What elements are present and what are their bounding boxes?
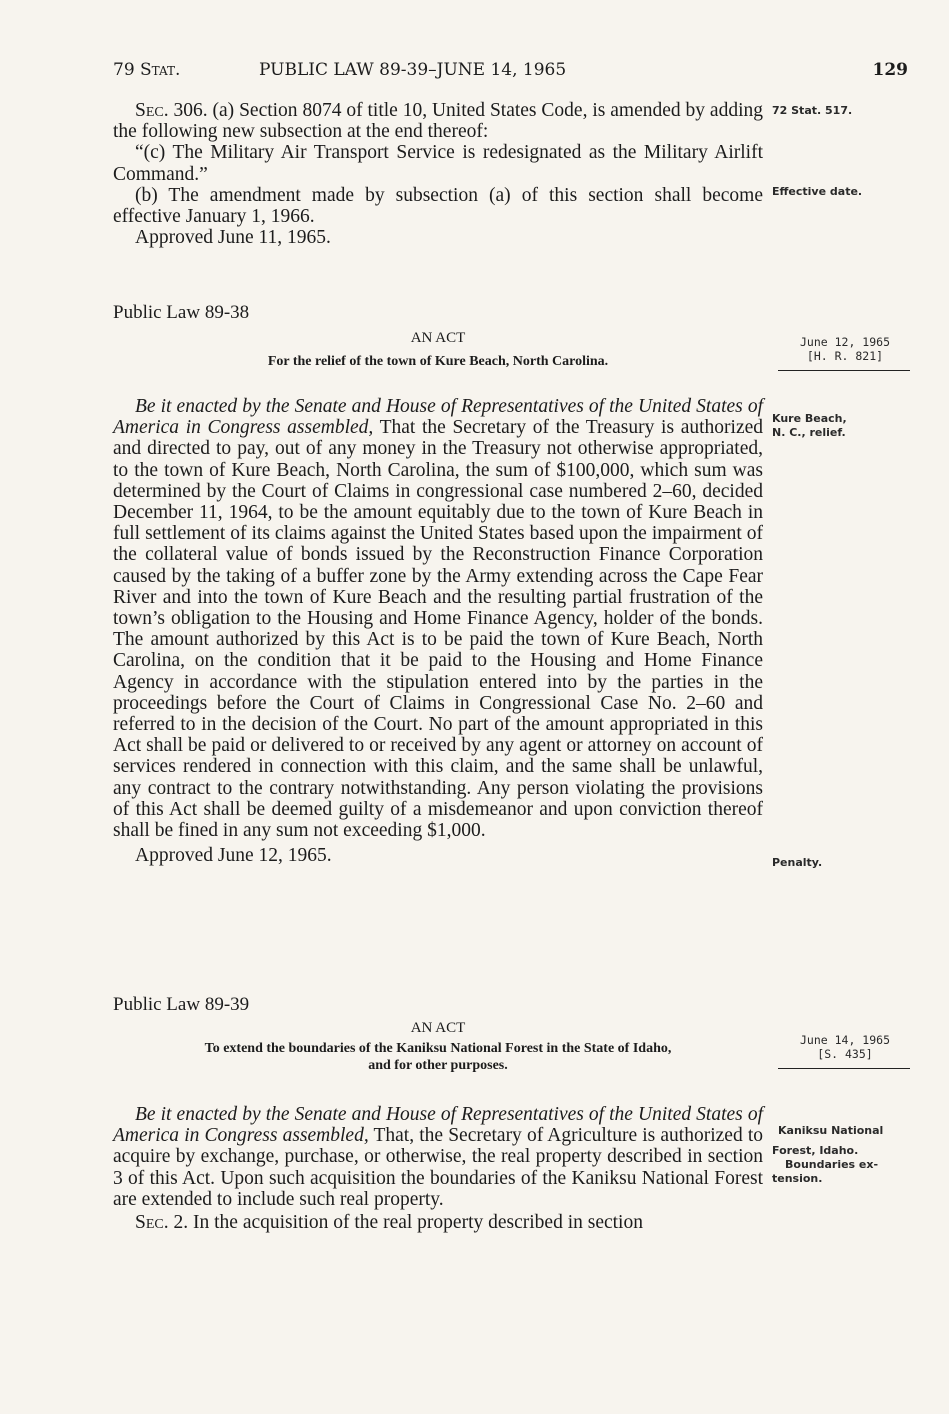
margin-note-kure-beach-2: N. C., relief. — [772, 426, 846, 439]
enacting-clause-2: Be it enacted by the Senate and House of Representatives of the United States of America in Congress assembled, — [113, 1104, 763, 1147]
margin-bill-hr-821: [H. R. 821] — [806, 349, 884, 363]
para-a-text: (a) Section 8074 of title 10, United States Code, is amended by adding the following new subsection at the end thereof: — [113, 100, 763, 143]
margin-note-kure-beach-1: Kure Beach, — [772, 412, 847, 425]
section-306-para-a — [113, 100, 763, 142]
section-2-text: In the acquisition of the real property described in section — [188, 1212, 643, 1234]
running-title: PUBLIC LAW 89-39–JUNE 14, 1965 — [259, 60, 567, 80]
margin-note-effective-date: Effective date. — [772, 185, 863, 198]
margin-note-kaniksu-3: Boundaries ex- — [785, 1158, 879, 1171]
margin-note-kaniksu-4: tension. — [772, 1172, 823, 1185]
section-306-para-b: (b) The amendment made by subsection (a) of this section shall become effective January 1, 1966. — [113, 184, 763, 228]
section-306-para-c: “(c) The Military Air Transport Service is redesignated as the Military Airlift Command.” — [113, 142, 763, 185]
margin-date-june-14: June 14, 1965 — [799, 1033, 890, 1047]
public-law-89-38-body — [113, 396, 763, 866]
an-act-label: AN ACT — [410, 330, 466, 346]
public-law-89-39-heading: Public Law 89-39 — [113, 994, 250, 1015]
section-306 — [113, 100, 763, 248]
public-law-89-38-heading: Public Law 89-38 — [113, 302, 250, 323]
act-subtitle: For the relief of the town of Kure Beach, North Carolina. — [267, 354, 609, 369]
section-label: Sec. 306. — [135, 100, 208, 121]
section-306-approved: Approved June 11, 1965. — [135, 227, 331, 249]
enacting-paragraph-2 — [113, 1104, 763, 1210]
section-2-label: Sec. 2. — [135, 1212, 189, 1234]
volume-reference: 79 Stat. — [113, 60, 181, 80]
margin-rule — [778, 370, 910, 371]
public-law-89-39-body — [113, 1104, 763, 1233]
enacting-paragraph — [113, 396, 763, 841]
enacting-body-2: That, the Secretary of Agriculture is authorized to acquire by exchange, purchase, or otherwise, the real property described in section 3 of this Act. Upon such acquisition the boundaries of the Kaniksu National Forest are extended to include such real property. — [113, 1125, 764, 1210]
an-act-label-2: AN ACT — [410, 1020, 466, 1036]
margin-note-kaniksu-2: Forest, Idaho. — [772, 1144, 859, 1157]
margin-bill-s-435: [S. 435] — [817, 1047, 873, 1061]
page-header — [113, 60, 908, 84]
section-2-paragraph — [113, 1212, 763, 1233]
enacting-clause: Be it enacted by the Senate and House of Representatives of the United States of America in Congress assembled, — [113, 396, 763, 439]
margin-note-72-stat: 72 Stat. 517. — [772, 104, 853, 117]
subtitle-line-1: To extend the boundaries of the Kaniksu National Forest in the State of Idaho, — [204, 1041, 672, 1056]
act-subtitle-2 — [113, 1040, 763, 1074]
margin-date-june-12: June 12, 1965 — [799, 335, 890, 349]
approved-date: Approved June 12, 1965. — [135, 845, 332, 867]
margin-rule-2 — [778, 1068, 910, 1069]
enacting-body: That the Secretary of the Treasury is authorized and directed to pay, out of any money in the Treasury not otherwise appropriated, to the town of Kure Beach, North Carolina, the sum of $100,000, which sum was determined by the Court of Claims in congressional case numbered 2–60, decided December 11, 1964, to be the amount equitably due to the town of Kure Beach in full settlement of its claims against the United States based upon the impairment of the collateral value of bonds issued by the Reconstruction Finance Corporation caused by the taking of a buffer zone by the Army extending across the Cape Fear River and into the town of Kure Beach and the resulting partial frustration of the town’s obligation to the Housing and Home Finance Agency, holder of the bonds. The amount authorized by this Act is to be paid the town of Kure Beach, North Carolina, on the condition that it be paid to the Housing and Home Finance Agency in accordance with the stipulation entered into by the parties in the proceedings before the Court of Claims in Congressional Case No. 2–60 and referred to in the decision of the Court. No part of the amount appropriated in this Act shall be paid or delivered to or received by any agent or attorney on account of services rendered in connection with this claim, and the same shall be unlawful, any contract to the contrary notwithstanding. Any person violating the provisions of this Act shall be deemed guilty of a misdemeanor and upon conviction thereof shall be fined in any sum not exceeding $1,000. — [113, 417, 764, 842]
subtitle-line-2: and for other purposes. — [368, 1058, 508, 1073]
page-number: 129 — [872, 60, 908, 80]
margin-note-penalty: Penalty. — [772, 856, 823, 869]
margin-note-kaniksu-1: Kaniksu National — [778, 1124, 884, 1137]
